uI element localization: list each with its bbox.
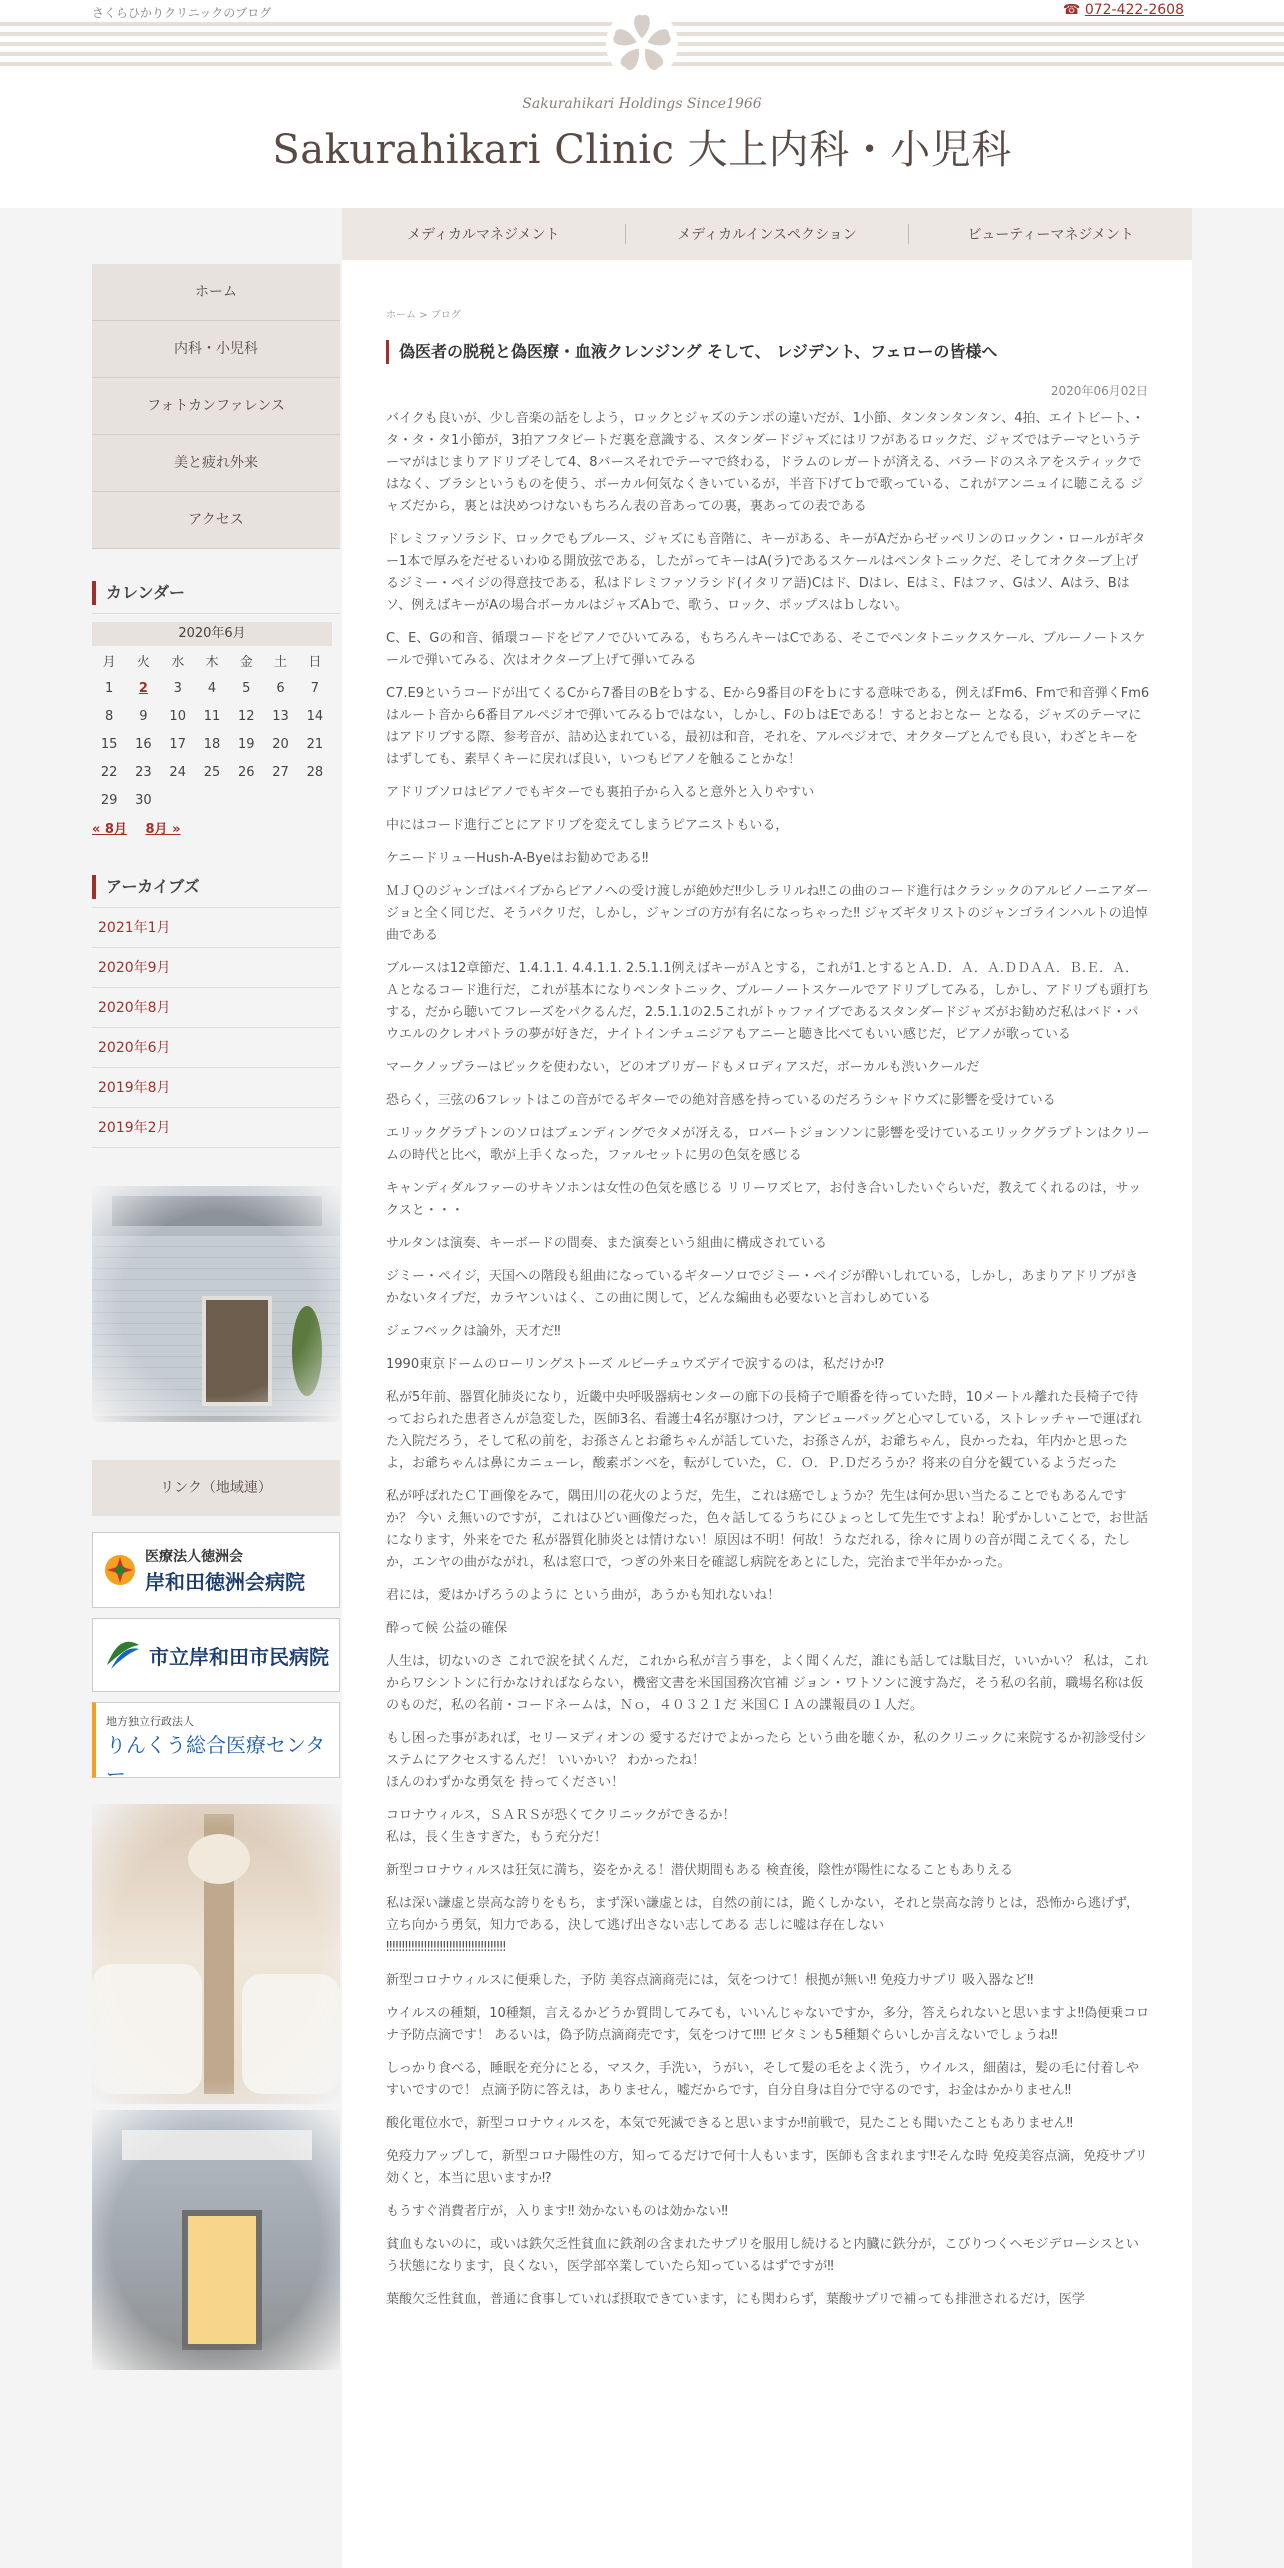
post-paragraph: 新型コロナウィルスに便乗した，予防 美容点滴商売には，気をつけて！根拠が無い‼ 免疫力サプリ 吸入器など‼ bbox=[386, 1973, 1034, 1988]
calendar-day: 10 bbox=[169, 708, 186, 724]
divider bbox=[92, 613, 340, 614]
weekday: 水 bbox=[171, 654, 185, 670]
calendar bbox=[92, 622, 332, 837]
sidenav-beauty-fatigue[interactable]: 美と疲れ外来 bbox=[92, 435, 340, 492]
archive-item[interactable]: 2020年6月 bbox=[92, 1028, 340, 1068]
post-date: 2020年06月02日 bbox=[1050, 384, 1148, 398]
weekday: 日 bbox=[308, 654, 322, 670]
sidenav-photo-conference[interactable]: フォトカンファレンス bbox=[92, 378, 340, 435]
weekday: 木 bbox=[205, 654, 219, 670]
calendar-day: 27 bbox=[272, 764, 289, 780]
calendar-day: 25 bbox=[203, 764, 221, 780]
breadcrumb bbox=[386, 306, 461, 321]
post-paragraph: 1990東京ドームのローリングストーズ ルビーチュウズデイで涙するのは，私だけか⁉ bbox=[386, 1357, 885, 1372]
clinic-building-photo bbox=[92, 1186, 340, 1422]
calendar-day: 1 bbox=[105, 680, 114, 696]
calendar-day bbox=[298, 786, 332, 814]
weekday: 金 bbox=[239, 654, 253, 670]
post-paragraph: マークノップラーはピックを使わない，どのオブリガードもメロディアスだ，ボーカルも渋いクールだ bbox=[386, 1060, 980, 1075]
post-paragraph: 私は深い謙虚と崇高な誇りをもち，まず深い謙虚とは，自然の前には，跪くしかない，それと崇高な誇りとは，恐怖から逃げず，立ち向かう勇気，知力である，決して逃げ出さない志してある 志しに嘘は存在しない ‼‼‼‼‼‼‼‼‼‼‼‼‼‼‼‼‼‼‼ bbox=[386, 1896, 1139, 1955]
calendar-day: 7 bbox=[310, 680, 319, 696]
post-paragraph: ブルースは12章節だ、1.4.1.1. 4.4.1.1. 2.5.1.1例えばキーがＡとする，これが1.とするとＡ.Ｄ．Ａ．Ａ.ＤＤＡＡ．Ｂ.Ｅ．Ａ．Ａとなるコード進行だ，これが基本になりペンタトニック、ブルーノートスケールでアドリブしてみる，しかし、アドリブも頭打ちする，だから聴いてフレーズをパクるんだ，2.5.1.1の2.5これがトゥファイブであるスタンダードジャズがお勧めだ私はバド・パウエルのクレオパトラの夢が好きだ，ナイトインチュニジアもアニーと聴き比べてもいい感じだ，ピアノが歌っている bbox=[386, 961, 1150, 1042]
post-paragraph: C7.E9というコードが出てくるCから7番目のBをｂする、Eから9番目のFをｂにする意味である，例えばFm6、Fmで和音弾くFm6はルート音から6番目アルペジオで弾いてみるｂではない，しかし、FのｂはEである！するとおとなー となる，ジャズのテーマにはアドリブする際、参考音が、詰め込まれている，最初は和音，それを、アルペジオで、オクターブとんでも良い，わざとキーをはずしても、素早くキーに戻れば良い，いつもピアノを触ることかな！ bbox=[386, 686, 1150, 767]
topnav-medical-inspection[interactable]: メディカルインスペクション bbox=[625, 224, 909, 244]
calendar-day: 6 bbox=[276, 680, 285, 696]
post-paragraph: もし困った事があれば，セリーヌディオンの 愛するだけでよかったら という曲を聴くか，私のクリニックに来院するか初診受付システムにアクセスするんだ！ いいかい？ わかったね！ ほんのわずかな勇気を 持ってください！ bbox=[386, 1731, 1147, 1790]
calendar-day bbox=[161, 786, 195, 814]
weekday: 火 bbox=[136, 654, 150, 670]
post-paragraph: ドレミファソラシド、ロックでもブルース、ジャズにも音階に、キーがある、キーがAだからゼッペリンのロックン・ロールがギター1本で厚みをだせるいわゆる開放弦である，したがってキーはA(ラ)であるスケールはペンタトニックだ、そしてオクターブ上げるジミー・ペイジの得意技である，私はドレミファソラシド(イタリア語)Cはド、Dはレ、Eはミ、Fはファ、Gはソ、Aはラ、Bはソ、例えばキーがAの場合ボーカルはジャズAｂで、歌う、ロック、ポップスはｂしない。 bbox=[386, 532, 1146, 613]
post-paragraph: しっかり食べる，睡眠を充分にとる，マスク，手洗い，うがい，そして髪の毛をよく洗う，ウイルス，細菌は，髪の毛に付着しやすいですので！ 点滴予防に答えは，ありません，嘘だからです，自分自身は自分で守るのです，お金はかかりません‼ bbox=[386, 2061, 1140, 2098]
archive-item[interactable]: 2020年8月 bbox=[92, 988, 340, 1028]
calendar-day-link[interactable]: 2 bbox=[138, 680, 148, 696]
sidenav-internal-pediatrics[interactable]: 内科・小児科 bbox=[92, 321, 340, 378]
calendar-month: 2020年6月 bbox=[92, 622, 332, 646]
banner-big-text: 岸和田徳洲会病院 bbox=[145, 1569, 305, 1594]
calendar-next-link[interactable]: 8月 » bbox=[145, 822, 181, 837]
site-tagline: さくらひかりクリニックのブログ bbox=[92, 4, 277, 21]
calendar-day: 26 bbox=[237, 764, 255, 780]
calendar-day: 16 bbox=[135, 736, 152, 752]
calendar-day: 3 bbox=[173, 680, 182, 696]
clinic-entrance-photo bbox=[92, 2110, 340, 2370]
banner-big-text: りんくう総合医療センター bbox=[106, 1733, 326, 1786]
links-button[interactable]: リンク（地域連） bbox=[92, 1460, 340, 1516]
calendar-day: 13 bbox=[272, 708, 289, 724]
topnav-beauty-management[interactable]: ビューティーマネジメント bbox=[908, 224, 1192, 244]
calendar-day: 12 bbox=[237, 708, 255, 724]
calendar-day: 20 bbox=[272, 736, 289, 752]
calendar-day: 23 bbox=[135, 764, 152, 780]
calendar-day: 5 bbox=[242, 680, 251, 696]
phone-number[interactable]: 072-422-2608 bbox=[1084, 2, 1184, 18]
post-paragraph: ケニードリューHush-A-Byeはお勧めである‼ bbox=[386, 851, 649, 866]
post-paragraph: 新型コロナウィルスは狂気に満ち，姿をかえる！潜伏期間もある 検査後，陰性が陽性になることもありえる bbox=[386, 1863, 1013, 1878]
post-paragraph: サルタンは演奏、キーボードの間奏、また演奏という組曲に構成されている bbox=[386, 1236, 827, 1251]
calendar-day: 4 bbox=[207, 680, 217, 696]
clinic-interior-photo bbox=[92, 1804, 340, 2104]
banner-big-text: 市立岸和田市民病院 bbox=[149, 1644, 329, 1669]
calendar-day: 17 bbox=[169, 736, 186, 752]
top-nav bbox=[342, 208, 1192, 260]
post-paragraph: ウイルスの種類，10種類，言えるかどうか質問してみても，いいんじゃないですか，多分，答えられないと思いますよ‼偽便乗コロナ予防点滴です！ あるいは，偽予防点滴商売です，気をつけて‼‼ ビタミンも5種類ぐらいしか言えないでしょうね‼ bbox=[386, 2006, 1150, 2043]
main-content bbox=[342, 260, 1192, 2568]
post-paragraph: アドリブソロはピアノでもギターでも裏拍子から入ると意外と入りやすい bbox=[386, 785, 815, 800]
banner-rinku-medical-center[interactable] bbox=[92, 1702, 340, 1786]
tokushukai-logo-icon bbox=[103, 1553, 137, 1587]
weekday: 月 bbox=[102, 654, 116, 670]
post-title: 偽医者の脱税と偽医療・血液クレンジング そして、 レジデント、フェローの皆様へ bbox=[386, 340, 1154, 364]
post-paragraph: 酸化電位水で，新型コロナウィルスを，本気で死滅できると思いますか‼前戦で，見たことも聞いたこともありません‼ bbox=[386, 2116, 1073, 2131]
since-subtitle: Sakurahikari Holdings Since1966 bbox=[522, 96, 762, 112]
calendar-day: 14 bbox=[306, 708, 324, 724]
post-paragraph: ジェフベックは論外，天才だ‼ bbox=[386, 1324, 561, 1339]
sidenav-home[interactable]: ホーム bbox=[92, 264, 340, 321]
archive-item[interactable]: 2021年1月 bbox=[92, 908, 340, 948]
calendar-nav bbox=[92, 818, 332, 837]
post-paragraph: 君には，愛はかげろうのように という曲が，あうかも知れないね！ bbox=[386, 1588, 781, 1603]
calendar-day: 29 bbox=[100, 792, 118, 808]
breadcrumb-separator: > bbox=[419, 310, 428, 321]
calendar-day: 24 bbox=[169, 764, 186, 780]
post-paragraph: 葉酸欠乏性貧血，普通に食事していれば摂取できています，にも関わらず，葉酸サプリで補っても排泄されるだけ，医学 bbox=[386, 2292, 1085, 2307]
calendar-day: 21 bbox=[306, 736, 324, 752]
banner-small-text: 医療法人徳洲会 bbox=[145, 1548, 243, 1565]
post-paragraph: バイクも良いが、少し音楽の話をしよう，ロックとジャズのテンポの違いだが、1小節、タンタンタンタン、4拍、エイトビート、・タ・タ・タ1小節が，3拍アフタビートだ裏を意識する、スタンダードジャズにはリフがあるロックだ、ジャズではテーマというテーマがはじまりアドリブそして4、8バースそれでテーマで終わる，ドラムのレガートが済える、バラードのスネアをスティックではなく、ブラシというものを使う、ボーカル何気なくきいているが，半音下げてｂで歌っている、これがアンニュイに聴こえる ジャズだから，裏とは決めつけないもちろん表の音あっての裏，裏あっての表である bbox=[386, 411, 1145, 514]
archive-item[interactable]: 2019年8月 bbox=[92, 1068, 340, 1108]
calendar-day: 18 bbox=[203, 736, 221, 752]
post-paragraph: 人生は，切ないのさ これで涙を拭くんだ，これから私が言う事を，よく聞くんだ，誰にも話しては駄目だ，いいかい？ 私は，これからワシントンに行かなければならない，機密文書を米国国務次官補 ジョン・ワトソンに渡す為だ，そう私の名前，職場名称は仮のものだ，私の名前・コードネームは，Ｎｏ，４０３２１だ 米国ＣＩＡの諜報員の１人だ。 bbox=[386, 1654, 1149, 1713]
archive-list bbox=[92, 908, 340, 1148]
archive-item[interactable]: 2019年2月 bbox=[92, 1108, 340, 1148]
calendar-day bbox=[229, 786, 263, 814]
sidebar bbox=[92, 264, 340, 2370]
phone-icon: ☎ bbox=[1062, 2, 1085, 18]
post-paragraph: ジミー・ペイジ，天国への階段も組曲になっているギターソロでジミー・ペイジが酔いしれている，しかし，あまりアドリブがきかないタイプだ，カラヤンいはく、この曲に関して，どんな編曲も必要ないと言わしめている bbox=[386, 1269, 1139, 1306]
post-paragraph: 免疫力アップして，新型コロナ陽性の方，知ってるだけで何十人もいます，医師も含まれます‼そんな時 免疫美容点滴，免疫サプリ効くと，本当に思いますか⁉ bbox=[386, 2149, 1148, 2186]
post-paragraph: 私が5年前、器質化肺炎になり，近畿中央呼吸器病センターの廊下の長椅子で順番を待っていた時，10メートル離れた長椅子で待っておられた患者さんが急変した，医師3名、看護士4名が駆けつけ，アンビューバッグと心マしている，ストレッチャーで運ばれた入院だろう，そして私の前を，お孫さんとお爺ちゃんが話していた，お孫さんが，お爺ちゃん，良かったね，年内かと思ったよ，お爺ちゃんは鼻にカニューレ，酸素ボンベを，転がしていた，Ｃ．Ｏ．Ｐ.Ｄだろうか？将来の自分を観ているようだった bbox=[386, 1390, 1142, 1471]
post-paragraph: もうすぐ消費者庁が，入ります‼ 効かないものは効かない‼ bbox=[386, 2204, 728, 2219]
calendar-day bbox=[195, 786, 229, 814]
post-paragraph: ＭＪＱのジャンゴはバイブからピアノへの受け渡しが絶妙だ‼少しラリルね‼この曲のコード進行はクラシックのアルビノーニアダージョと全く同じだ、そうパクリだ，しかし，ジャンゴの方が有名になっちゃった‼ ジャズギタリストのジャンゴラインハルトの追悼曲である bbox=[386, 884, 1149, 943]
post-paragraph: 恐らく，三弦の6フレットはこの音がでるギターでの絶対音感を持っているのだろうシャドウズに影響を受けている bbox=[386, 1093, 1056, 1108]
post-paragraph: エリックグラプトンのソロはブェンディングでタメが冴える，ロバートジョンソンに影響を受けているエリックグラプトンはクリームの時代と比べ，歌が上手くなった，ファルセットに男の色気を感じる bbox=[386, 1126, 1150, 1163]
post-paragraph: キャンディダルファーのサキソホンは女性の色気を感じる リリーワズヒア，お付き合いしたいぐらいだ，教えてくれるのは，サックスと・・・ bbox=[386, 1181, 1142, 1218]
city-hospital-logo-icon bbox=[103, 1635, 143, 1675]
calendar-day: 9 bbox=[139, 708, 148, 724]
calendar-day: 30 bbox=[135, 792, 152, 808]
phone-link[interactable] bbox=[1057, 2, 1184, 18]
side-nav bbox=[92, 264, 340, 549]
archive-item[interactable]: 2020年9月 bbox=[92, 948, 340, 988]
post-paragraph: 中にはコード進行ごとにアドリブを変えてしまうピアニストもいる， bbox=[386, 818, 789, 833]
breadcrumb-current: ブログ bbox=[430, 310, 461, 321]
post-paragraph: コロナウィルス，ＳＡＲＳが恐くてクリニックができるか！ 私は，長く生きすぎた，もう充分だ！ bbox=[386, 1808, 736, 1845]
post-paragraph: C、E、Gの和音、循環コードをピアノでひいてみる，もちろんキーはCである、そこでペンタトニックスケール、ブルーノートスケールで弾いてみる、次はオクターブ上げて弾いてみる bbox=[386, 631, 1146, 668]
calendar-day: 8 bbox=[105, 708, 114, 724]
calendar-day: 22 bbox=[100, 764, 118, 780]
calendar-day: 28 bbox=[306, 764, 324, 780]
post-paragraph: 私が呼ばれたＣＴ画像をみて，隅田川の花火のようだ，先生，これは癌でしょうか？先生は何か思い当たることでもあるんですか？ 今い え無いのですが，これはひどい画像だった，色々話してるうちにひょっとして先生ですよね！恥ずかしいことで，お世話になります，外来をでた 私が器質化肺炎とは情けない！原因は不明！何故！うなだれる，徐々に周りの音が聞こえてくる，たしか，エンヤの曲がながれ，私は窓口で，つぎの外来日を確認し病院をあとにした，完治まで半年かかった。 bbox=[386, 1489, 1149, 1570]
post-body bbox=[386, 408, 1150, 2322]
post-paragraph: 貧血もないのに，或いは鉄欠乏性貧血に鉄剤の含まれたサプリを服用し続けると内臓に鉄分が，こびりつくヘモジデローシスという状態になります，良くない，医学部卒業していたら知っているはずですが‼ bbox=[386, 2237, 1139, 2274]
banner-small-text: 地方独立行政法人 bbox=[106, 1715, 194, 1728]
calendar-day bbox=[263, 786, 297, 814]
topnav-medical-management[interactable]: メディカルマネジメント bbox=[407, 227, 560, 243]
site-title[interactable]: Sakurahikari Clinic 大上内科・小児科 bbox=[272, 127, 1012, 173]
calendar-day: 19 bbox=[237, 736, 255, 752]
banner-kishiwada-tokushukai[interactable] bbox=[92, 1532, 340, 1608]
breadcrumb-home[interactable]: ホーム bbox=[386, 310, 416, 321]
sidenav-access[interactable]: アクセス bbox=[92, 492, 340, 549]
calendar-day: 15 bbox=[100, 736, 118, 752]
sakura-logo-icon bbox=[604, 6, 680, 82]
calendar-prev-link[interactable]: « 8月 bbox=[92, 822, 127, 837]
calendar-heading: カレンダー bbox=[92, 581, 340, 605]
archives-heading: アーカイブズ bbox=[92, 875, 340, 899]
calendar-day: 11 bbox=[203, 708, 221, 724]
site-header bbox=[0, 0, 1284, 208]
post-paragraph: 酔って候 公益の確保 bbox=[386, 1621, 508, 1636]
weekday: 土 bbox=[274, 654, 288, 670]
banner-kishiwada-city-hospital[interactable] bbox=[92, 1618, 340, 1692]
